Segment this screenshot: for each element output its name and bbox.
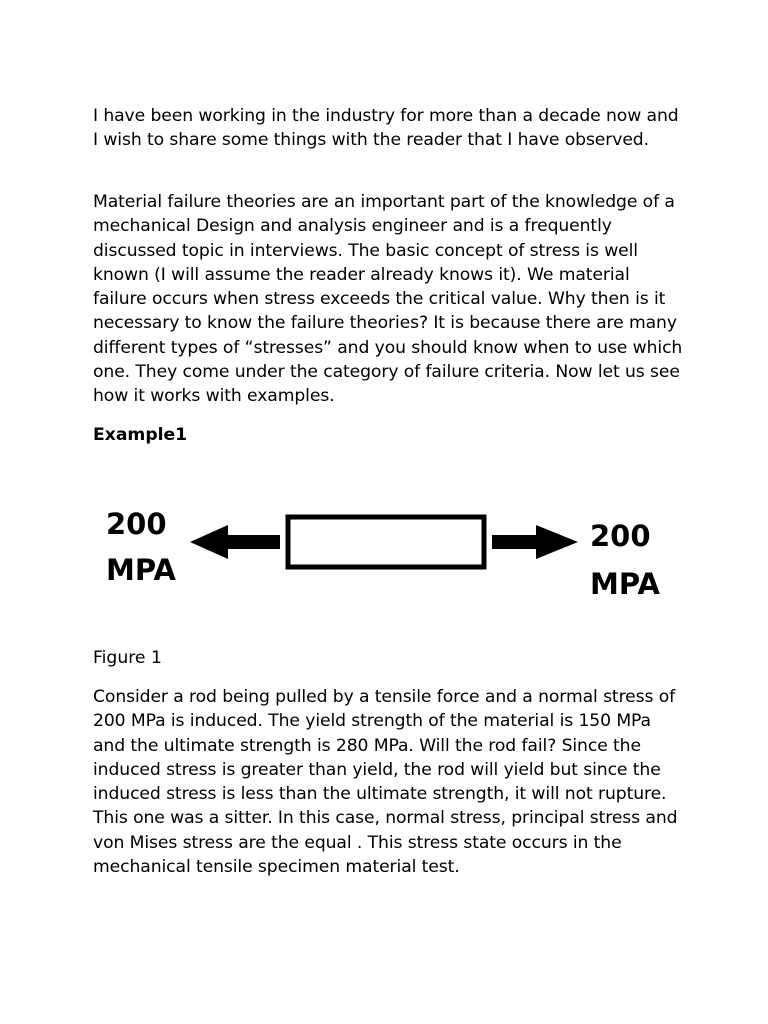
failure-theories-paragraph: Material failure theories are an important part of the knowledge of a mechanical Design and analysis engineer and is a frequently discussed topic in interviews. The basic concept of stress is well known (I will assume the reader already knows it). We material failure occurs when stress exceeds the critical value. Why then is it necessary to know the failure theories? It is because there are many different types of “stresses” and you should know when to use which one. They come under the category of failure criteria. Now let us see how it works with examples. [93, 192, 683, 407]
left-stress-unit: MPA [106, 553, 176, 587]
right-stress-unit: MPA [590, 567, 660, 601]
figure-caption: Figure 1 [93, 648, 162, 668]
left-stress-value: 200 [106, 507, 167, 541]
rod-shape [288, 517, 484, 567]
left-arrow-icon [190, 525, 280, 559]
right-stress-value: 200 [590, 519, 651, 553]
intro-paragraph: I have been working in the industry for more than a decade now and I wish to share some things with the reader that I have observed. [93, 106, 679, 151]
example-explanation-paragraph: Consider a rod being pulled by a tensile force and a normal stress of 200 MPa is induced. The yield strength of the material is 150 MPa and the ultimate strength is 280 MPa. Will the rod fail? Since the induced stress is greater than yield, the rod will yield but since the induced stress is less than the ultimate strength, it will not rupture. This one was a sitter. In this case, normal stress, principal stress and von Mises stress are the equal . This stress state occurs in the mechanical tensile specimen material test. [93, 687, 678, 878]
example-heading: Example1 [93, 425, 188, 445]
tensile-rod-figure [100, 500, 680, 610]
right-arrow-icon [492, 525, 578, 559]
